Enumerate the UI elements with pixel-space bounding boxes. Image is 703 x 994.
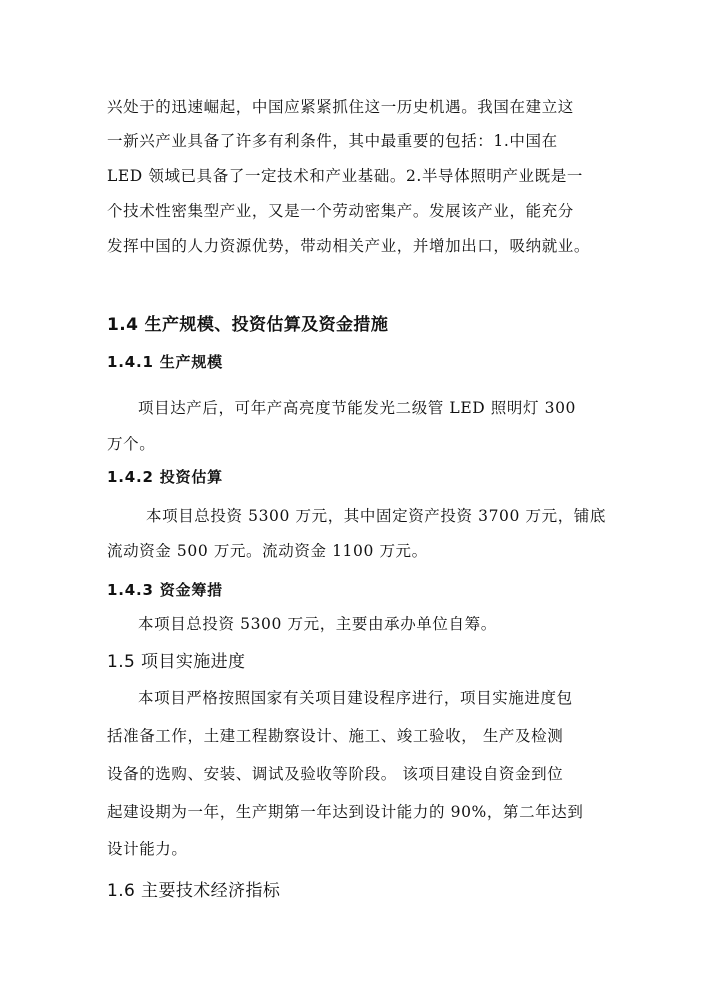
- intro-line-2: 一新兴产业具备了许多有利条件，其中最重要的包括：1.中国在: [107, 132, 558, 150]
- subsection-1-4-2-heading: 1.4.2 投资估算: [107, 468, 223, 486]
- section-1-5-line-5: 设计能力。: [107, 840, 188, 858]
- subsection-1-4-1-line-1: 项目达产后，可年产高亮度节能发光二级管 LED 照明灯 300: [138, 399, 577, 417]
- subsection-1-4-1-heading: 1.4.1 生产规模: [107, 353, 223, 371]
- intro-line-5: 发挥中国的人力资源优势，带动相关产业，并增加出口，吸纳就业。: [107, 237, 591, 255]
- subsection-1-4-2-line-1: 本项目总投资 5300 万元，其中固定资产投资 3700 万元，铺底: [146, 507, 607, 525]
- section-1-6-heading: 1.6 主要技术经济指标: [107, 881, 281, 901]
- section-1-5-line-1: 本项目严格按照国家有关项目建设程序进行，项目实施进度包: [138, 689, 573, 707]
- intro-line-3: LED 领域已具备了一定技术和产业基础。2.半导体照明产业既是一: [107, 167, 583, 185]
- subsection-1-4-3-line-1: 本项目总投资 5300 万元，主要由承办单位自筹。: [138, 615, 497, 633]
- intro-line-4: 个技术性密集型产业，又是一个劳动密集产。发展该产业，能充分: [107, 202, 574, 220]
- section-1-5-line-2: 括准备工作，土建工程勘察设计、施工、竣工验收， 生产及检测: [107, 727, 564, 745]
- section-1-5-line-4: 起建设期为一年，生产期第一年达到设计能力的 90%，第二年达到: [107, 803, 584, 821]
- intro-line-1: 兴处于的迅速崛起，中国应紧紧抓住这一历史机遇。我国在建立这: [107, 98, 574, 116]
- subsection-1-4-3-heading: 1.4.3 资金筹措: [107, 581, 223, 599]
- subsection-1-4-1-line-2: 万个。: [107, 435, 156, 453]
- section-1-5-heading: 1.5 项目实施进度: [107, 652, 246, 672]
- section-1-5-line-3: 设备的选购、安装、调试及验收等阶段。 该项目建设自资金到位: [107, 765, 564, 783]
- subsection-1-4-2-line-2: 流动资金 500 万元。流动资金 1100 万元。: [107, 542, 428, 560]
- section-1-4-heading: 1.4 生产规模、投资估算及资金措施: [107, 315, 389, 335]
